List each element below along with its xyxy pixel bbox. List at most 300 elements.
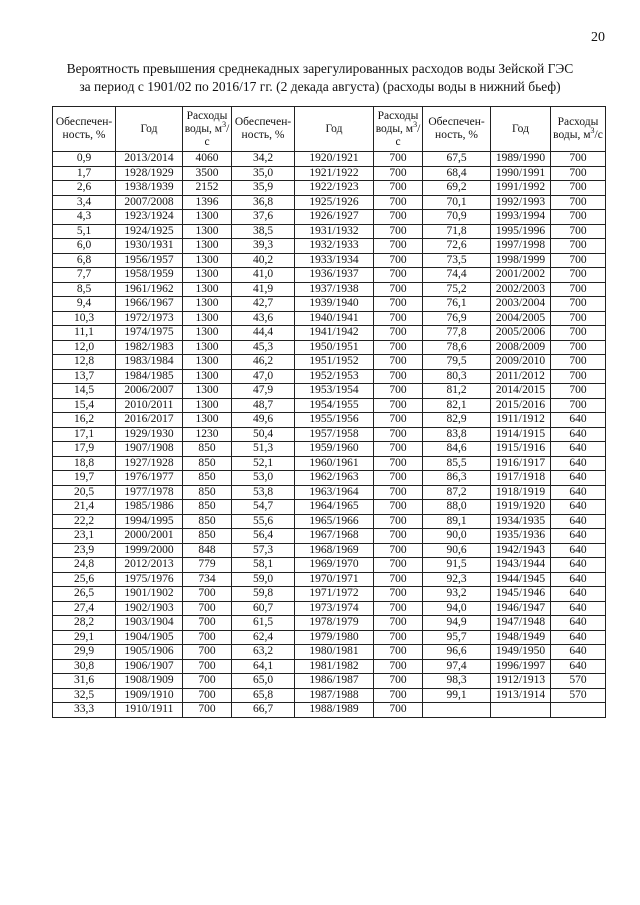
table-row — [53, 674, 606, 689]
table-cell: 38,5 — [232, 224, 295, 239]
table-cell: 1920/1921 — [295, 152, 374, 167]
table-row — [53, 253, 606, 268]
table-cell: 1929/1930 — [116, 427, 183, 442]
table-cell — [491, 703, 551, 718]
table-cell: 1941/1942 — [295, 326, 374, 341]
table-cell: 8,5 — [53, 282, 116, 297]
table-cell: 57,3 — [232, 543, 295, 558]
table-cell: 700 — [374, 239, 423, 254]
table-row — [53, 587, 606, 602]
table-cell: 3500 — [183, 166, 232, 181]
table-cell: 700 — [183, 587, 232, 602]
table-cell: 1914/1915 — [491, 427, 551, 442]
table-row — [53, 355, 606, 370]
table-cell: 56,4 — [232, 529, 295, 544]
page-number: 20 — [591, 30, 605, 45]
table-cell: 1971/1972 — [295, 587, 374, 602]
table-cell: 850 — [183, 514, 232, 529]
table-cell: 1961/1962 — [116, 282, 183, 297]
table-row — [53, 659, 606, 674]
table-cell: 1998/1999 — [491, 253, 551, 268]
table-cell: 700 — [551, 268, 606, 283]
table-cell: 700 — [551, 152, 606, 167]
table-cell: 2016/2017 — [116, 413, 183, 428]
table-cell: 2004/2005 — [491, 311, 551, 326]
table-cell: 1901/1902 — [116, 587, 183, 602]
table-cell: 4,3 — [53, 210, 116, 225]
table-cell: 65,0 — [232, 674, 295, 689]
table-cell: 700 — [551, 181, 606, 196]
table-cell: 1959/1960 — [295, 442, 374, 457]
table-cell: 1997/1998 — [491, 239, 551, 254]
table-cell: 1924/1925 — [116, 224, 183, 239]
table-cell: 1910/1911 — [116, 703, 183, 718]
table-cell: 850 — [183, 485, 232, 500]
table-cell: 570 — [551, 674, 606, 689]
table-cell: 1993/1994 — [491, 210, 551, 225]
table-cell: 1947/1948 — [491, 616, 551, 631]
table-cell: 700 — [374, 456, 423, 471]
table-cell: 1956/1957 — [116, 253, 183, 268]
table-cell: 640 — [551, 572, 606, 587]
table-cell: 850 — [183, 442, 232, 457]
table-cell: 700 — [374, 181, 423, 196]
table-cell: 93,2 — [423, 587, 491, 602]
table-cell: 700 — [183, 645, 232, 660]
table-cell: 43,6 — [232, 311, 295, 326]
table-cell: 700 — [374, 268, 423, 283]
header-probability: Обеспечен-ность, % — [53, 107, 116, 152]
table-cell: 1916/1917 — [491, 456, 551, 471]
table-cell: 39,3 — [232, 239, 295, 254]
table-cell: 700 — [551, 326, 606, 341]
table-cell: 59,8 — [232, 587, 295, 602]
table-cell: 850 — [183, 529, 232, 544]
table-cell: 24,8 — [53, 558, 116, 573]
table-cell: 1994/1995 — [116, 514, 183, 529]
table-cell: 65,8 — [232, 688, 295, 703]
table-cell: 1970/1971 — [295, 572, 374, 587]
table-cell: 779 — [183, 558, 232, 573]
table-cell: 13,7 — [53, 369, 116, 384]
table-cell: 1912/1913 — [491, 674, 551, 689]
table-cell: 700 — [374, 282, 423, 297]
table-row — [53, 703, 606, 718]
table-cell: 2003/2004 — [491, 297, 551, 312]
table-cell: 640 — [551, 485, 606, 500]
table-cell: 1989/1990 — [491, 152, 551, 167]
table-cell: 49,6 — [232, 413, 295, 428]
table-cell: 640 — [551, 500, 606, 515]
table-cell: 2012/2013 — [116, 558, 183, 573]
table-cell: 700 — [374, 543, 423, 558]
table-cell: 700 — [374, 224, 423, 239]
table-cell: 700 — [374, 442, 423, 457]
table-cell: 700 — [374, 152, 423, 167]
table-cell: 88,0 — [423, 500, 491, 515]
table-cell: 1300 — [183, 268, 232, 283]
table-cell: 78,6 — [423, 340, 491, 355]
table-cell: 48,7 — [232, 398, 295, 413]
table-cell: 1936/1937 — [295, 268, 374, 283]
table-cell: 1965/1966 — [295, 514, 374, 529]
table-cell: 1300 — [183, 282, 232, 297]
table-cell: 1915/1916 — [491, 442, 551, 457]
table-cell: 700 — [374, 340, 423, 355]
table-cell: 1927/1928 — [116, 456, 183, 471]
table-cell: 1933/1934 — [295, 253, 374, 268]
table-cell: 700 — [374, 427, 423, 442]
table-cell: 1923/1924 — [116, 210, 183, 225]
table-cell: 1950/1951 — [295, 340, 374, 355]
header-year: Год — [295, 107, 374, 152]
title-line-1: Вероятность превышения среднекадных зарегулированных расходов воды Зейской ГЭС — [66, 61, 574, 76]
table-cell: 76,1 — [423, 297, 491, 312]
table-cell: 17,1 — [53, 427, 116, 442]
table-cell: 2015/2016 — [491, 398, 551, 413]
table-cell: 1984/1985 — [116, 369, 183, 384]
table-cell: 1952/1953 — [295, 369, 374, 384]
table-cell: 1964/1965 — [295, 500, 374, 515]
table-cell: 700 — [551, 355, 606, 370]
table-cell: 41,0 — [232, 268, 295, 283]
header-flow: Расходы воды, $м^3/с$ — [551, 107, 606, 152]
table-cell: 2001/2002 — [491, 268, 551, 283]
table-cell: 3,4 — [53, 195, 116, 210]
table-cell: 700 — [374, 616, 423, 631]
document-title — [40, 60, 600, 96]
table-cell — [423, 703, 491, 718]
table-cell: 848 — [183, 543, 232, 558]
table-cell: 1980/1981 — [295, 645, 374, 660]
table-cell: 640 — [551, 558, 606, 573]
table-cell: 1975/1976 — [116, 572, 183, 587]
table-cell: 31,6 — [53, 674, 116, 689]
table-cell: 1935/1936 — [491, 529, 551, 544]
table-cell: 16,2 — [53, 413, 116, 428]
table-cell: 44,4 — [232, 326, 295, 341]
table-cell: 1996/1997 — [491, 659, 551, 674]
table-cell: 35,9 — [232, 181, 295, 196]
header-probability: Обеспечен-ность, % — [232, 107, 295, 152]
table-cell: 64,1 — [232, 659, 295, 674]
table-cell: 1396 — [183, 195, 232, 210]
table-cell: 1300 — [183, 253, 232, 268]
table-cell: 2013/2014 — [116, 152, 183, 167]
table-cell: 76,9 — [423, 311, 491, 326]
table-cell: 1943/1944 — [491, 558, 551, 573]
table-row — [53, 369, 606, 384]
table-cell: 700 — [374, 471, 423, 486]
table-cell: 73,5 — [423, 253, 491, 268]
table-cell: 1940/1941 — [295, 311, 374, 326]
table-cell: 94,0 — [423, 601, 491, 616]
table-cell: 1928/1929 — [116, 166, 183, 181]
table-cell: 92,3 — [423, 572, 491, 587]
table-cell: 2014/2015 — [491, 384, 551, 399]
table-cell: 700 — [551, 166, 606, 181]
table-cell: 2005/2006 — [491, 326, 551, 341]
table-cell: 96,6 — [423, 645, 491, 660]
table-cell: 1969/1970 — [295, 558, 374, 573]
table-cell: 1906/1907 — [116, 659, 183, 674]
table-cell: 27,4 — [53, 601, 116, 616]
table-row — [53, 239, 606, 254]
table-cell: 1972/1973 — [116, 311, 183, 326]
table-cell: 1931/1932 — [295, 224, 374, 239]
table-cell: 700 — [183, 688, 232, 703]
table-row — [53, 326, 606, 341]
table-cell: 700 — [374, 659, 423, 674]
table-cell: 1995/1996 — [491, 224, 551, 239]
table-cell: 10,3 — [53, 311, 116, 326]
table-cell: 29,1 — [53, 630, 116, 645]
table-row — [53, 224, 606, 239]
table-cell: 2000/2001 — [116, 529, 183, 544]
table-cell: 2008/2009 — [491, 340, 551, 355]
table-cell: 850 — [183, 500, 232, 515]
table-cell: 700 — [374, 413, 423, 428]
table-cell: 95,7 — [423, 630, 491, 645]
table-cell: 63,2 — [232, 645, 295, 660]
table-cell: 1300 — [183, 398, 232, 413]
table-row — [53, 311, 606, 326]
table-cell: 36,8 — [232, 195, 295, 210]
table-cell: 640 — [551, 616, 606, 631]
table-row — [53, 688, 606, 703]
table-cell: 1939/1940 — [295, 297, 374, 312]
table-cell: 1300 — [183, 355, 232, 370]
table-cell: 1982/1983 — [116, 340, 183, 355]
table-cell: 700 — [374, 297, 423, 312]
table-cell: 700 — [374, 601, 423, 616]
table-cell: 1300 — [183, 224, 232, 239]
table-cell: 700 — [374, 500, 423, 515]
table-cell: 1904/1905 — [116, 630, 183, 645]
table-cell: 2006/2007 — [116, 384, 183, 399]
table-cell: 700 — [374, 355, 423, 370]
table-cell: 9,4 — [53, 297, 116, 312]
table-cell: 2002/2003 — [491, 282, 551, 297]
table-cell: 2011/2012 — [491, 369, 551, 384]
table-cell: 1925/1926 — [295, 195, 374, 210]
table-cell: 700 — [374, 311, 423, 326]
table-cell: 700 — [374, 688, 423, 703]
table-cell: 640 — [551, 601, 606, 616]
table-cell: 1938/1939 — [116, 181, 183, 196]
table-cell: 55,6 — [232, 514, 295, 529]
table-cell: 68,4 — [423, 166, 491, 181]
table-cell: 1300 — [183, 297, 232, 312]
table-row — [53, 268, 606, 283]
table-cell: 700 — [183, 630, 232, 645]
table-cell: 1230 — [183, 427, 232, 442]
table-cell: 1992/1993 — [491, 195, 551, 210]
table-cell: 1988/1989 — [295, 703, 374, 718]
table-cell: 70,9 — [423, 210, 491, 225]
table-cell: 80,3 — [423, 369, 491, 384]
table-cell: 1922/1923 — [295, 181, 374, 196]
table-cell: 1954/1955 — [295, 398, 374, 413]
table-cell: 97,4 — [423, 659, 491, 674]
table-cell: 700 — [551, 398, 606, 413]
table-cell: 640 — [551, 645, 606, 660]
table-cell: 1932/1933 — [295, 239, 374, 254]
table-row — [53, 152, 606, 167]
table-row — [53, 630, 606, 645]
table-cell: 7,7 — [53, 268, 116, 283]
header-flow: Расходы воды, $м^3/с$ — [183, 107, 232, 152]
table-row — [53, 413, 606, 428]
table-cell: 1926/1927 — [295, 210, 374, 225]
table-cell: 53,8 — [232, 485, 295, 500]
table-cell: 98,3 — [423, 674, 491, 689]
table-cell: 1905/1906 — [116, 645, 183, 660]
table-cell: 1902/1903 — [116, 601, 183, 616]
table-cell: 46,2 — [232, 355, 295, 370]
table-row — [53, 297, 606, 312]
table-row — [53, 181, 606, 196]
table-cell: 1300 — [183, 311, 232, 326]
table-cell: 700 — [551, 297, 606, 312]
table-cell: 90,0 — [423, 529, 491, 544]
table-cell: 42,7 — [232, 297, 295, 312]
table-row — [53, 572, 606, 587]
table-cell: 74,4 — [423, 268, 491, 283]
table-cell: 734 — [183, 572, 232, 587]
table-cell: 86,3 — [423, 471, 491, 486]
table-cell: 570 — [551, 688, 606, 703]
table-cell: 1921/1922 — [295, 166, 374, 181]
table-cell: 640 — [551, 659, 606, 674]
table-cell: 41,9 — [232, 282, 295, 297]
table-cell: 700 — [551, 195, 606, 210]
table-cell: 1960/1961 — [295, 456, 374, 471]
table-cell: 62,4 — [232, 630, 295, 645]
table-cell: 33,3 — [53, 703, 116, 718]
table-cell: 19,7 — [53, 471, 116, 486]
table-cell: 700 — [551, 340, 606, 355]
table-cell: 1962/1963 — [295, 471, 374, 486]
table-cell: 91,5 — [423, 558, 491, 573]
table-cell: 82,1 — [423, 398, 491, 413]
table-cell: 700 — [374, 703, 423, 718]
table-cell: 12,8 — [53, 355, 116, 370]
table-cell: 22,2 — [53, 514, 116, 529]
table-cell: 640 — [551, 427, 606, 442]
table-cell: 700 — [551, 369, 606, 384]
table-cell: 700 — [551, 311, 606, 326]
table-cell: 1974/1975 — [116, 326, 183, 341]
table-row — [53, 166, 606, 181]
table-cell: 82,9 — [423, 413, 491, 428]
table-cell: 1,7 — [53, 166, 116, 181]
table-cell: 700 — [551, 282, 606, 297]
header-year: Год — [491, 107, 551, 152]
table-cell: 75,2 — [423, 282, 491, 297]
table-cell: 1991/1992 — [491, 181, 551, 196]
table-cell: 4060 — [183, 152, 232, 167]
table-cell: 700 — [374, 210, 423, 225]
table-cell: 28,2 — [53, 616, 116, 631]
table-cell: 40,2 — [232, 253, 295, 268]
table-cell: 1908/1909 — [116, 674, 183, 689]
table-cell: 700 — [183, 616, 232, 631]
header-flow: Расходы воды, $м^3/с$ — [374, 107, 423, 152]
table-cell: 700 — [374, 398, 423, 413]
header-probability: Обеспечен-ность, % — [423, 107, 491, 152]
table-cell: 1986/1987 — [295, 674, 374, 689]
table-cell: 1955/1956 — [295, 413, 374, 428]
table-cell: 1983/1984 — [116, 355, 183, 370]
table-cell: 1979/1980 — [295, 630, 374, 645]
header-year: Год — [116, 107, 183, 152]
table-row — [53, 514, 606, 529]
table-cell: 54,7 — [232, 500, 295, 515]
table-cell — [551, 703, 606, 718]
flow-probability-table — [52, 106, 606, 718]
table-cell: 1919/1920 — [491, 500, 551, 515]
table-cell: 1300 — [183, 210, 232, 225]
table-cell: 640 — [551, 514, 606, 529]
table-cell: 1987/1988 — [295, 688, 374, 703]
table-cell: 14,5 — [53, 384, 116, 399]
table-cell: 1968/1969 — [295, 543, 374, 558]
title-line-2: за период с 1901/02 по 2016/17 гг. (2 декада августа) (расходы воды в нижний бьеф) — [79, 79, 561, 94]
table-cell: 1300 — [183, 413, 232, 428]
table-cell: 29,9 — [53, 645, 116, 660]
table-cell: 1911/1912 — [491, 413, 551, 428]
table-row — [53, 456, 606, 471]
table-cell: 34,2 — [232, 152, 295, 167]
table-cell: 5,1 — [53, 224, 116, 239]
table-cell: 1985/1986 — [116, 500, 183, 515]
table-cell: 1918/1919 — [491, 485, 551, 500]
table-cell: 640 — [551, 442, 606, 457]
table-cell: 1934/1935 — [491, 514, 551, 529]
table-cell: 66,7 — [232, 703, 295, 718]
table-cell: 700 — [374, 369, 423, 384]
table-cell: 11,1 — [53, 326, 116, 341]
table-row — [53, 529, 606, 544]
table-cell: 23,1 — [53, 529, 116, 544]
table-cell: 640 — [551, 529, 606, 544]
table-row — [53, 282, 606, 297]
table-header-row — [53, 107, 606, 152]
table-cell: 77,8 — [423, 326, 491, 341]
table-cell: 700 — [374, 253, 423, 268]
table-row — [53, 471, 606, 486]
table-cell: 32,5 — [53, 688, 116, 703]
table-cell: 87,2 — [423, 485, 491, 500]
table-cell: 1300 — [183, 239, 232, 254]
table-row — [53, 616, 606, 631]
table-cell: 1958/1959 — [116, 268, 183, 283]
table-cell: 1913/1914 — [491, 688, 551, 703]
table-cell: 1907/1908 — [116, 442, 183, 457]
table-cell: 1942/1943 — [491, 543, 551, 558]
table-cell: 1300 — [183, 326, 232, 341]
table-cell: 1978/1979 — [295, 616, 374, 631]
table-cell: 640 — [551, 630, 606, 645]
table-cell: 60,7 — [232, 601, 295, 616]
table-row — [53, 601, 606, 616]
table-cell: 90,6 — [423, 543, 491, 558]
table-cell: 1953/1954 — [295, 384, 374, 399]
table-cell: 67,5 — [423, 152, 491, 167]
table-cell: 50,4 — [232, 427, 295, 442]
table-row — [53, 645, 606, 660]
